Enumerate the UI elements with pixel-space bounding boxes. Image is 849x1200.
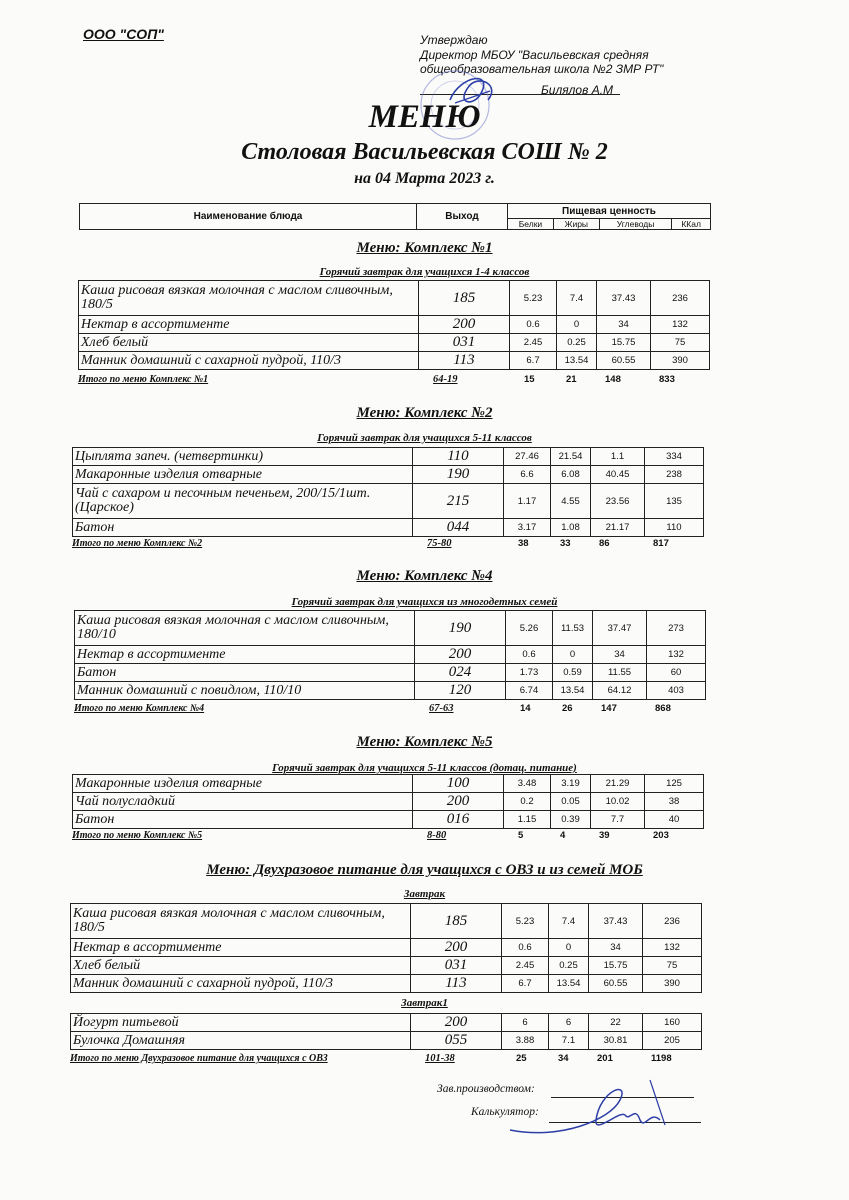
carbs-value: 30.81 <box>589 1032 643 1050</box>
dish-name: Манник домашний с повидлом, 110/10 <box>75 682 415 700</box>
dish-name: Макаронные изделия отварные <box>73 775 413 793</box>
section-title: Меню: Комплекс №4 <box>356 568 493 584</box>
dish-output: 100 <box>413 775 504 793</box>
dish-name: Чай полусладкий <box>73 793 413 811</box>
total-kcal: 868 <box>655 703 671 714</box>
dish-output: 200 <box>419 316 510 334</box>
dish-name: Батон <box>73 811 413 829</box>
total-carbs: 148 <box>605 374 621 385</box>
fat-value: 13.54 <box>549 975 589 993</box>
carbs-value: 34 <box>593 646 647 664</box>
fat-value: 13.54 <box>557 352 597 370</box>
header-protein: Белки <box>508 219 554 230</box>
dish-output: 113 <box>411 975 502 993</box>
section-total <box>78 374 710 388</box>
total-output: 64-19 <box>433 374 458 385</box>
total-fat: 26 <box>562 703 573 714</box>
table-row <box>71 975 702 993</box>
total-protein: 25 <box>516 1053 527 1064</box>
table-row <box>75 646 706 664</box>
fat-value: 4.55 <box>551 484 591 519</box>
carbs-value: 34 <box>597 316 651 334</box>
production-label: Зав.производством: <box>437 1083 535 1095</box>
protein-value: 3.88 <box>502 1032 549 1050</box>
section-subtitle: Завтрак <box>403 888 446 900</box>
table-row <box>73 466 704 484</box>
section-title: Меню: Комплекс №5 <box>356 734 493 750</box>
total-label: Итого по меню Комплекс №1 <box>78 374 209 385</box>
protein-value: 6.7 <box>502 975 549 993</box>
header-nutrition: Пищевая ценность <box>508 204 711 219</box>
dish-name: Манник домашний с сахарной пудрой, 110/3 <box>71 975 411 993</box>
table-row <box>71 939 702 957</box>
kcal-value: 390 <box>651 352 710 370</box>
menu-table <box>70 1013 702 1050</box>
dish-name: Цыплята запеч. (четвертинки) <box>73 448 413 466</box>
table-row <box>73 484 704 519</box>
fat-value: 0 <box>557 316 597 334</box>
fat-value: 6 <box>549 1014 589 1032</box>
fat-value: 0.25 <box>557 334 597 352</box>
fat-value: 0.25 <box>549 957 589 975</box>
menu-date: на 04 Марта 2023 г. <box>354 170 495 187</box>
dish-output: 190 <box>413 466 504 484</box>
dish-output: 200 <box>411 939 502 957</box>
dish-output: 215 <box>413 484 504 519</box>
table-row <box>71 1014 702 1032</box>
protein-value: 1.73 <box>506 664 553 682</box>
protein-value: 27.46 <box>504 448 551 466</box>
kcal-value: 125 <box>645 775 704 793</box>
carbs-value: 22 <box>589 1014 643 1032</box>
total-protein: 38 <box>518 538 529 549</box>
header-output: Выход <box>417 204 508 230</box>
dish-output: 200 <box>415 646 506 664</box>
table-row <box>75 682 706 700</box>
menu-table <box>70 903 702 993</box>
table-row <box>71 957 702 975</box>
total-protein: 15 <box>524 374 535 385</box>
section-subtitle: Завтрак1 <box>401 997 448 1009</box>
table-row <box>79 334 710 352</box>
table-row <box>73 793 704 811</box>
protein-value: 3.48 <box>504 775 551 793</box>
table-row <box>75 664 706 682</box>
carbs-value: 40.45 <box>591 466 645 484</box>
carbs-value: 1.1 <box>591 448 645 466</box>
carbs-value: 60.55 <box>589 975 643 993</box>
carbs-value: 15.75 <box>597 334 651 352</box>
dish-output: 055 <box>411 1032 502 1050</box>
section-subtitle: Горячий завтрак для учащихся 5-11 классов <box>317 432 532 444</box>
kcal-value: 75 <box>643 957 702 975</box>
kcal-value: 110 <box>645 519 704 537</box>
kcal-value: 238 <box>645 466 704 484</box>
total-label: Итого по меню Комплекс №2 <box>72 538 203 549</box>
section-subtitle: Горячий завтрак для учащихся 5-11 классов (дотац. питание) <box>272 762 577 774</box>
fat-value: 0 <box>549 939 589 957</box>
table-row <box>75 611 706 646</box>
total-fat: 4 <box>560 830 566 841</box>
kcal-value: 132 <box>647 646 706 664</box>
dish-output: 200 <box>413 793 504 811</box>
section-subtitle: Горячий завтрак для учащихся из многодетных семей <box>291 596 558 608</box>
total-carbs: 86 <box>599 538 610 549</box>
dish-name: Макаронные изделия отварные <box>73 466 413 484</box>
menu-table <box>78 280 710 370</box>
kcal-value: 40 <box>645 811 704 829</box>
dish-output: 200 <box>411 1014 502 1032</box>
fat-value: 21.54 <box>551 448 591 466</box>
dish-name: Булочка Домашняя <box>71 1032 411 1050</box>
carbs-value: 7.7 <box>591 811 645 829</box>
fat-value: 6.08 <box>551 466 591 484</box>
fat-value: 3.19 <box>551 775 591 793</box>
header-kcal: ККал <box>672 219 711 230</box>
signature-icon <box>500 1060 680 1145</box>
carbs-value: 21.29 <box>591 775 645 793</box>
dish-name: Батон <box>75 664 415 682</box>
dish-output: 031 <box>411 957 502 975</box>
total-fat: 33 <box>560 538 571 549</box>
protein-value: 6.74 <box>506 682 553 700</box>
table-row <box>79 281 710 316</box>
menu-table <box>74 610 706 700</box>
calculator-label: Калькулятор: <box>471 1106 539 1118</box>
kcal-value: 205 <box>643 1032 702 1050</box>
menu-table <box>72 774 704 829</box>
fat-value: 0.59 <box>553 664 593 682</box>
dish-output: 110 <box>413 448 504 466</box>
protein-value: 0.6 <box>510 316 557 334</box>
table-row <box>73 775 704 793</box>
total-output: 67-63 <box>429 703 454 714</box>
approval-line: Директор МБОУ "Васильевская средняя <box>420 47 649 62</box>
protein-value: 6.6 <box>504 466 551 484</box>
kcal-value: 403 <box>647 682 706 700</box>
dish-output: 185 <box>411 904 502 939</box>
fat-value: 1.08 <box>551 519 591 537</box>
page-title: МЕНЮ <box>368 99 481 135</box>
section-total <box>74 703 706 717</box>
kcal-value: 236 <box>651 281 710 316</box>
protein-value: 2.45 <box>510 334 557 352</box>
dish-name: Каша рисовая вязкая молочная с маслом сливочным, 180/5 <box>71 904 411 939</box>
total-kcal: 817 <box>653 538 669 549</box>
carbs-value: 37.43 <box>589 904 643 939</box>
protein-value: 5.26 <box>506 611 553 646</box>
dish-output: 044 <box>413 519 504 537</box>
kcal-value: 132 <box>643 939 702 957</box>
fat-value: 0 <box>553 646 593 664</box>
section-title: Меню: Комплекс №2 <box>356 405 493 421</box>
total-label: Итого по меню Комплекс №5 <box>72 830 203 841</box>
approval-line: общеобразовательная школа №2 ЗМР РТ" <box>420 62 664 76</box>
canteen-title: Столовая Васильевская СОШ № 2 <box>241 139 608 165</box>
dish-output: 113 <box>419 352 510 370</box>
dish-name: Манник домашний с сахарной пудрой, 110/3 <box>79 352 419 370</box>
fat-value: 0.05 <box>551 793 591 811</box>
total-kcal: 833 <box>659 374 675 385</box>
carbs-value: 60.55 <box>597 352 651 370</box>
total-output: 101-38 <box>425 1053 455 1064</box>
carbs-value: 23.56 <box>591 484 645 519</box>
kcal-value: 160 <box>643 1014 702 1032</box>
dish-output: 120 <box>415 682 506 700</box>
protein-value: 0.6 <box>502 939 549 957</box>
dish-output: 031 <box>419 334 510 352</box>
kcal-value: 135 <box>645 484 704 519</box>
total-kcal: 203 <box>653 830 669 841</box>
dish-name: Нектар в ассортименте <box>79 316 419 334</box>
dish-name: Каша рисовая вязкая молочная с маслом сливочным, 180/10 <box>75 611 415 646</box>
fat-value: 0.39 <box>551 811 591 829</box>
carbs-value: 15.75 <box>589 957 643 975</box>
protein-value: 5.23 <box>502 904 549 939</box>
dish-name: Йогурт питьевой <box>71 1014 411 1032</box>
protein-value: 1.15 <box>504 811 551 829</box>
section-subtitle: Горячий завтрак для учащихся 1-4 классов <box>319 266 530 278</box>
table-row <box>71 904 702 939</box>
carbs-value: 64.12 <box>593 682 647 700</box>
kcal-value: 390 <box>643 975 702 993</box>
protein-value: 6.7 <box>510 352 557 370</box>
total-output: 75-80 <box>427 538 452 549</box>
table-row <box>73 811 704 829</box>
total-carbs: 147 <box>601 703 617 714</box>
table-row <box>73 519 704 537</box>
section-total <box>72 830 704 844</box>
carbs-value: 34 <box>589 939 643 957</box>
dish-output: 185 <box>419 281 510 316</box>
header-fat: Жиры <box>553 219 599 230</box>
table-row <box>71 1032 702 1050</box>
dish-name: Каша рисовая вязкая молочная с маслом сливочным, 180/5 <box>79 281 419 316</box>
section-title: Меню: Комплекс №1 <box>356 240 493 256</box>
fat-value: 7.1 <box>549 1032 589 1050</box>
carbs-value: 21.17 <box>591 519 645 537</box>
carbs-value: 37.47 <box>593 611 647 646</box>
kcal-value: 334 <box>645 448 704 466</box>
total-fat: 21 <box>566 374 577 385</box>
section-title: Меню: Двухразовое питание для учащихся с ОВЗ и из семей МОБ <box>206 862 643 878</box>
menu-table <box>72 447 704 537</box>
kcal-value: 273 <box>647 611 706 646</box>
dish-name: Хлеб белый <box>79 334 419 352</box>
kcal-value: 60 <box>647 664 706 682</box>
dish-name: Батон <box>73 519 413 537</box>
dish-output: 016 <box>413 811 504 829</box>
approval-line: Утверждаю <box>420 33 488 47</box>
kcal-value: 236 <box>643 904 702 939</box>
header-carbs: Углеводы <box>599 219 672 230</box>
table-row <box>79 352 710 370</box>
protein-value: 1.17 <box>504 484 551 519</box>
total-kcal: 1198 <box>651 1053 672 1064</box>
header-dish-name: Наименование блюда <box>80 204 417 230</box>
total-output: 8-80 <box>427 830 447 841</box>
total-protein: 5 <box>518 830 524 841</box>
dish-name: Нектар в ассортименте <box>71 939 411 957</box>
table-row <box>79 316 710 334</box>
fat-value: 7.4 <box>549 904 589 939</box>
carbs-value: 37.43 <box>597 281 651 316</box>
carbs-value: 11.55 <box>593 664 647 682</box>
protein-value: 6 <box>502 1014 549 1032</box>
total-carbs: 201 <box>597 1053 613 1064</box>
total-carbs: 39 <box>599 830 610 841</box>
dish-output: 024 <box>415 664 506 682</box>
protein-value: 2.45 <box>502 957 549 975</box>
section-total <box>72 538 704 552</box>
dish-output: 190 <box>415 611 506 646</box>
fat-value: 13.54 <box>553 682 593 700</box>
kcal-value: 132 <box>651 316 710 334</box>
total-label: Итого по меню Двухразовое питание для учащихся с ОВЗ <box>70 1053 328 1064</box>
fat-value: 11.53 <box>553 611 593 646</box>
fat-value: 7.4 <box>557 281 597 316</box>
dish-name: Чай с сахаром и песочным печеньем, 200/15/1шт. (Царское) <box>73 484 413 519</box>
carbs-value: 10.02 <box>591 793 645 811</box>
menu-header-table <box>79 203 711 230</box>
protein-value: 5.23 <box>510 281 557 316</box>
protein-value: 3.17 <box>504 519 551 537</box>
total-label: Итого по меню Комплекс №4 <box>74 703 205 714</box>
dish-name: Нектар в ассортименте <box>75 646 415 664</box>
organization-name: ООО "СОП" <box>83 26 164 42</box>
protein-value: 0.2 <box>504 793 551 811</box>
total-fat: 34 <box>558 1053 569 1064</box>
total-protein: 14 <box>520 703 531 714</box>
table-row <box>73 448 704 466</box>
approval-name: Билялов А.М <box>541 83 614 97</box>
protein-value: 0.6 <box>506 646 553 664</box>
kcal-value: 75 <box>651 334 710 352</box>
kcal-value: 38 <box>645 793 704 811</box>
dish-name: Хлеб белый <box>71 957 411 975</box>
